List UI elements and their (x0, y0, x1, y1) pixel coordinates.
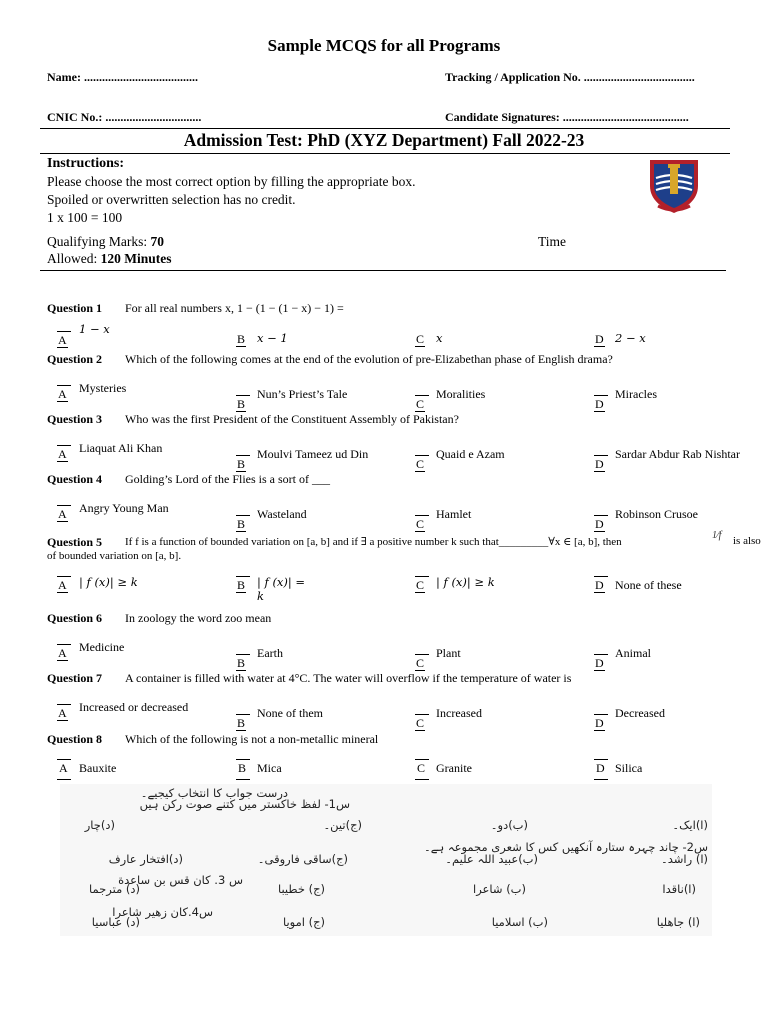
option-d-box[interactable] (594, 576, 608, 577)
option-c-letter[interactable]: C (416, 457, 425, 471)
name-field: Name: ...................................... (47, 70, 198, 84)
q1-option-a[interactable]: 1 − x (79, 322, 110, 336)
university-crest-icon (644, 156, 704, 216)
option-c-letter[interactable]: C (416, 397, 425, 411)
q4-option-d[interactable]: Robinson Crusoe (615, 507, 699, 521)
urdu-question-2: س2- چاند چہرہ ستارہ آنکھیں کس کا شعری مجموعہ ہے۔ (423, 840, 708, 854)
urdu-q1-option-a[interactable]: (ا)ایک۔ (672, 818, 708, 832)
q2-option-d[interactable]: Miracles (615, 387, 657, 401)
option-b-letter[interactable]: B (237, 656, 246, 670)
option-a-letter[interactable]: A (58, 646, 67, 660)
q6-option-a[interactable]: Medicine (79, 640, 125, 654)
q1-option-d[interactable]: 2 − x (615, 331, 646, 345)
option-a-box[interactable] (57, 445, 71, 446)
arabic-q4-option-b[interactable]: (ب) اسلاميا (491, 915, 548, 929)
q7-option-c[interactable]: Increased (436, 706, 482, 720)
option-b-letter[interactable]: B (237, 716, 246, 730)
q8-option-a[interactable]: Bauxite (79, 761, 117, 775)
q5-option-c[interactable]: | f (x)| ≥ k (436, 575, 495, 589)
option-a-letter: A (58, 333, 67, 347)
q5-option-b-k: k (257, 589, 264, 603)
option-b-letter[interactable]: B (237, 578, 246, 592)
option-c-letter[interactable]: C (416, 578, 425, 592)
option-b-letter[interactable]: B (237, 332, 246, 346)
urdu-q1-option-b[interactable]: (ب)دو۔ (490, 818, 528, 832)
question-5-text-line-2: of bounded variation on [a, b]. (47, 550, 182, 562)
option-a-box[interactable] (57, 385, 71, 386)
allowed-label: Allowed: (47, 251, 101, 266)
q1-option-c[interactable]: x (436, 331, 443, 345)
urdu-q1-option-d[interactable]: (د)چار (84, 818, 115, 832)
question-7-label: Question 7 (47, 671, 103, 685)
option-a-box[interactable] (57, 576, 71, 577)
option-d-box[interactable] (594, 455, 608, 456)
arabic-q4-option-a[interactable]: (ا) جاهليا (656, 915, 700, 929)
q7-option-a[interactable]: Increased or decreased (79, 700, 189, 714)
q2-option-a[interactable]: Mysteries (79, 381, 127, 395)
question-5-text: If f is a function of bounded variation on [a, b] and if ∃ a positive number k such that_________∀x ∈ [a, b], then (125, 536, 622, 548)
instructions-line-2: Spoiled or overwritten selection has no credit. (47, 192, 296, 207)
q6-option-b[interactable]: Earth (257, 646, 283, 660)
urdu-q2-option-a[interactable]: (ا) راشد۔ (661, 852, 708, 866)
option-d-letter[interactable]: D (596, 761, 605, 775)
qualifying-value: 70 (150, 234, 164, 249)
option-b-box[interactable] (236, 576, 250, 577)
option-a-box-bottom (57, 779, 71, 780)
q7-option-d[interactable]: Decreased (615, 706, 665, 720)
q2-option-b[interactable]: Nun’s Priest’s Tale (257, 387, 348, 401)
q6-option-d[interactable]: Animal (615, 646, 651, 660)
option-a-letter[interactable]: A (58, 507, 67, 521)
option-c-letter[interactable]: C (416, 332, 425, 346)
urdu-question-1: س1- لفظ خاکستر میں کتنے صوت رکن ہیں (139, 797, 350, 811)
option-d-letter[interactable]: D (595, 397, 604, 411)
option-d-box[interactable] (594, 759, 608, 760)
option-d-letter[interactable]: D (595, 716, 604, 730)
tracking-field: Tracking / Application No. ..................................... (445, 70, 695, 84)
arabic-q3-option-a[interactable]: (ا)ناقدا (662, 882, 696, 896)
urdu-q2-option-d[interactable]: (د)افتخار عارف (108, 852, 183, 866)
question-2-text: Which of the following comes at the end of the evolution of pre-Elizabethan phase of English drama? (125, 352, 613, 366)
question-7-text: A container is filled with water at 4°C. The water will overflow if the temperature of water is (125, 671, 572, 685)
option-d-letter[interactable]: D (595, 656, 604, 670)
option-c-letter[interactable]: C (416, 517, 425, 531)
question-5-text-end: is also (733, 535, 761, 547)
option-c-box[interactable] (415, 515, 429, 516)
option-a-letter[interactable]: A (58, 387, 67, 401)
q5-option-d[interactable]: None of these (615, 578, 682, 592)
arabic-q4-option-c[interactable]: (ج) امويا (282, 915, 325, 929)
option-a-letter[interactable]: A (58, 706, 67, 720)
page-title: Sample MCQS for all Programs (267, 36, 501, 55)
question-3-label: Question 3 (47, 412, 103, 426)
option-d-box[interactable] (594, 714, 608, 715)
option-b-box[interactable] (236, 759, 250, 760)
q8-option-d[interactable]: Silica (615, 761, 643, 775)
arabic-q4-option-d[interactable]: (د) عباسيا (91, 915, 140, 929)
question-8-text: Which of the following is not a non-metallic mineral (125, 732, 379, 746)
option-c-letter[interactable]: C (416, 716, 425, 730)
urdu-instruction: درست جواب کا انتخاب کیجیے۔ (140, 786, 288, 800)
option-d-letter[interactable]: D (595, 457, 604, 471)
question-6-text: In zoology the word zoo mean (125, 611, 272, 625)
q7-option-b[interactable]: None of them (257, 706, 323, 720)
q3-option-b[interactable]: Moulvi Tameez ud Din (257, 447, 369, 461)
q4-option-b[interactable]: Wasteland (257, 507, 307, 521)
option-c-letter[interactable]: C (417, 761, 426, 775)
option-c-box-bottom (415, 779, 429, 780)
option-b-box[interactable] (236, 455, 250, 456)
question-5-label: Question 5 (47, 535, 103, 549)
q3-option-a[interactable]: Liaquat Ali Khan (79, 441, 163, 455)
question-8-label: Question 8 (47, 732, 103, 746)
arabic-q3-option-c[interactable]: (ج) خطيبا (277, 882, 325, 896)
option-c-box[interactable] (415, 455, 429, 456)
option-c-letter[interactable]: C (416, 656, 425, 670)
option-c-box[interactable] (415, 395, 429, 396)
q6-option-c[interactable]: Plant (436, 646, 461, 660)
option-c-box[interactable] (415, 654, 429, 655)
option-d-letter[interactable]: D (595, 517, 604, 531)
question-4-text: Golding’s Lord of the Flies is a sort of ___ (125, 472, 330, 486)
option-b-box[interactable] (236, 654, 250, 655)
option-b-box-bottom (236, 779, 250, 780)
instructions-heading: Instructions: (47, 156, 125, 171)
option-d-box[interactable] (594, 654, 608, 655)
option-b-box[interactable] (236, 395, 250, 396)
time-label: Time (538, 234, 567, 249)
instructions-line-3: 1 x 100 = 100 (47, 210, 123, 225)
arabic-question-3: س 3. کان قس بن ساعدة (118, 873, 243, 887)
q3-option-d[interactable]: Sardar Abdur Rab Nishtar (615, 447, 740, 461)
question-1-text: For all real numbers x, 1 − (1 − (1 − x) − 1) = (125, 301, 344, 315)
allowed-value: 120 Minutes (100, 251, 172, 266)
option-c-box[interactable] (415, 576, 429, 577)
question-4-label: Question 4 (47, 472, 103, 486)
q1-option-b[interactable]: x − 1 (257, 331, 288, 345)
option-b-letter[interactable]: B (238, 761, 247, 775)
cnic-field: CNIC No.: ................................ (47, 110, 202, 124)
divider-title (40, 153, 730, 154)
option-a-box[interactable] (57, 505, 71, 506)
question-6-label: Question 6 (47, 611, 103, 625)
option-a-box[interactable] (57, 644, 71, 645)
q8-option-c[interactable]: Granite (436, 761, 472, 775)
q5-option-a[interactable]: | f (x)| ≥ k (79, 575, 138, 589)
option-a-letter[interactable]: A (59, 761, 68, 775)
option-b-letter[interactable]: B (237, 517, 246, 531)
q3-option-c[interactable]: Quaid e Azam (436, 447, 505, 461)
qualifying-marks (47, 234, 164, 250)
question-3-text: Who was the first President of the Constituent Assembly of Pakistan? (125, 412, 459, 426)
option-a-letter[interactable]: A (58, 578, 67, 592)
arabic-question-4: س4.کان زهير شاعرا (112, 905, 213, 919)
option-c-box[interactable] (415, 759, 429, 760)
option-b-letter[interactable]: B (237, 457, 246, 471)
option-a-box[interactable] (57, 331, 71, 332)
q8-option-b[interactable]: Mica (257, 761, 282, 775)
option-d-letter[interactable]: D (595, 332, 604, 346)
instructions-line-1: Please choose the most correct option by filling the appropriate box. (47, 174, 416, 189)
option-b-letter[interactable]: B (237, 397, 246, 411)
q2-option-c[interactable]: Moralities (436, 387, 486, 401)
urdu-q1-option-c[interactable]: (ج)تین۔ (323, 818, 362, 832)
question-1-label: Question 1 (47, 301, 103, 315)
fraction-one-over-f: 1⁄f (712, 530, 722, 541)
option-d-box[interactable] (594, 515, 608, 516)
option-a-letter[interactable]: A (58, 447, 67, 461)
divider-top (40, 128, 730, 129)
option-a-box[interactable] (57, 759, 71, 760)
option-a-box[interactable] (57, 704, 71, 705)
signature-field: Candidate Signatures: .......................................... (445, 110, 689, 124)
option-c-box[interactable] (415, 714, 429, 715)
urdu-q2-option-c[interactable]: (ج)ساقی فاروقی۔ (257, 852, 348, 866)
qualifying-label: Qualifying Marks: (47, 234, 151, 249)
question-2-label: Question 2 (47, 352, 103, 366)
urdu-q2-option-b[interactable]: (ب)عبید اللہ علیم۔ (445, 852, 538, 866)
option-b-box[interactable] (236, 515, 250, 516)
divider-instructions (40, 270, 726, 271)
option-d-box-bottom (594, 779, 608, 780)
q5-option-b[interactable]: | f (x)| = (257, 575, 306, 589)
q4-option-c[interactable]: Hamlet (436, 507, 472, 521)
arabic-q3-option-d[interactable]: (د) مترجما (89, 882, 140, 896)
time-allowed (47, 251, 172, 267)
arabic-q3-option-b[interactable]: (ب) شاعرا (473, 882, 526, 896)
option-b-box[interactable] (236, 714, 250, 715)
test-title: Admission Test: PhD (XYZ Department) Fall 2022-23 (183, 130, 585, 150)
option-d-letter[interactable]: D (595, 578, 604, 592)
option-d-box[interactable] (594, 395, 608, 396)
q4-option-a[interactable]: Angry Young Man (79, 501, 169, 515)
